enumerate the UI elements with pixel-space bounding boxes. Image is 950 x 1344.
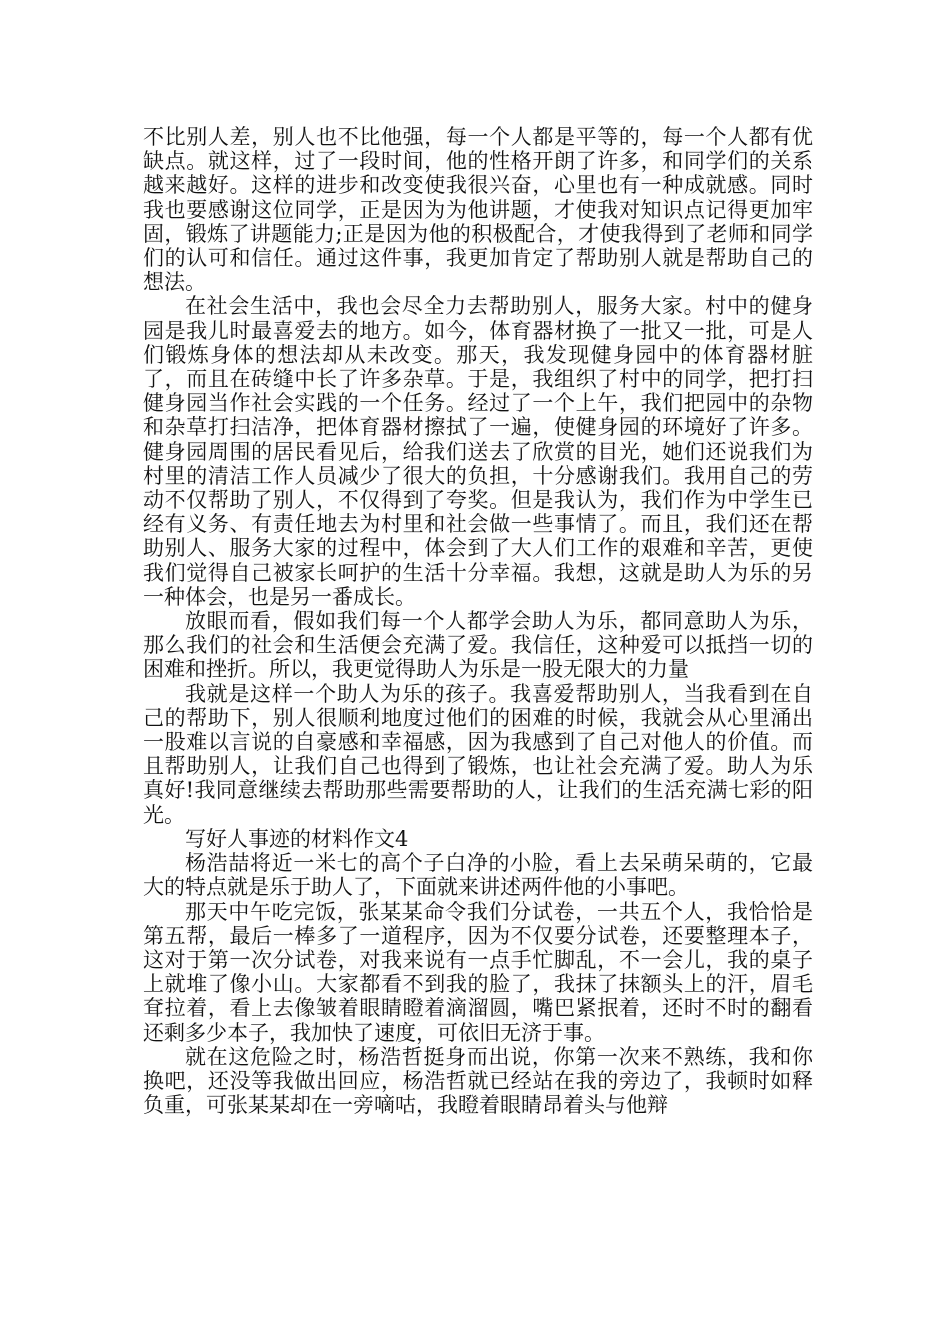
document-body <box>143 125 813 1117</box>
paragraph-6: 那天中午吃完饭，张某某命令我们分试卷，一共五个人，我恰恰是第五帮，最后一棒多了一道程序，因为不仅要分试卷，还要整理本子，这对于第一次分试卷，对我来说有一点手忙脚乱，不一会儿，我的桌子上就堆了像小山。大家都看不到我的脸了，我抹了抹额头上的汗，眉毛耷拉着，看上去像皱着眼睛瞪着滴溜圆，嘴巴紧抿着，还时不时的翻看还剩多少本子，我加快了速度，可依旧无济于事。 <box>143 899 813 1045</box>
paragraph-7: 就在这危险之时，杨浩哲挺身而出说，你第一次来不熟练，我和你换吧，还没等我做出回应，杨浩哲就已经站在我的旁边了，我顿时如释负重，可张某某却在一旁嘀咕，我瞪着眼睛昂着头与他辩 <box>143 1044 813 1118</box>
paragraph-5: 杨浩喆将近一米七的高个子白净的小脸，看上去呆萌呆萌的，它最大的特点就是乐于助人了，下面就来讲述两件他的小事吧。 <box>143 851 813 900</box>
section-heading: 写好人事迹的材料作文4 <box>185 826 409 851</box>
paragraph-4: 我就是这样一个助人为乐的孩子。我喜爱帮助别人，当我看到在自己的帮助下，别人很顺利地度过他们的困难的时候，我就会从心里涌出一股难以言说的自豪感和幸福感，因为我感到了自己对他人的价值。而且帮助别人，让我们自己也得到了锻炼，也让社会充满了爱。助人为乐真好!我同意继续去帮助那些需要帮助的人，让我们的生活充满七彩的阳光。 <box>143 681 813 827</box>
paragraph-3: 放眼而看，假如我们每一个人都学会助人为乐，都同意助人为乐，那么我们的社会和生活便会充满了爱。我信任，这种爱可以抵挡一切的困难和挫折。所以，我更觉得助人为乐是一股无限大的力量 <box>143 609 813 682</box>
paragraph-1: 不比别人差，别人也不比他强，每一个人都是平等的，每一个人都有优缺点。就这样，过了一段时间，他的性格开朗了许多，和同学们的关系越来越好。这样的进步和改变使我很兴奋，心里也有一种成就感。同时我也要感谢这位同学，正是因为为他讲题，才使我对知识点记得更加牢固，锻炼了讲题能力;正是因为他的积极配合，才使我得到了老师和同学们的认可和信任。通过这件事，我更加肯定了帮助别人就是帮助自己的想法。 <box>143 125 813 295</box>
paragraph-2: 在社会生活中，我也会尽全力去帮助别人，服务大家。村中的健身园是我儿时最喜爱去的地方。如今，体育器材换了一批又一批，可是人们锻炼身体的想法却从未改变。那天，我发现健身园中的体育器材脏了，而且在砖缝中长了许多杂草。于是，我组织了村中的同学，把打扫健身园当作社会实践的一个任务。经过了一个上午，我们把园中的杂物和杂草打扫洁净，把体育器材擦拭了一遍，使健身园的环境好了许多。健身园周围的居民看见后，给我们送去了欣赏的目光，她们还说我们为村里的清洁工作人员减少了很大的负担，十分感谢我们。我用自己的劳动不仅帮助了别人，不仅得到了夸奖。但是我认为，我们作为中学生已经有义务、有责任地去为村里和社会做一些事情了。而且，我们还在帮助别人、服务大家的过程中，体会到了大人们工作的艰难和辛苦，更使我们觉得自己被家长呵护的生活十分幸福。我想，这就是助人为乐的另一种体会，也是另一番成长。 <box>143 294 813 609</box>
